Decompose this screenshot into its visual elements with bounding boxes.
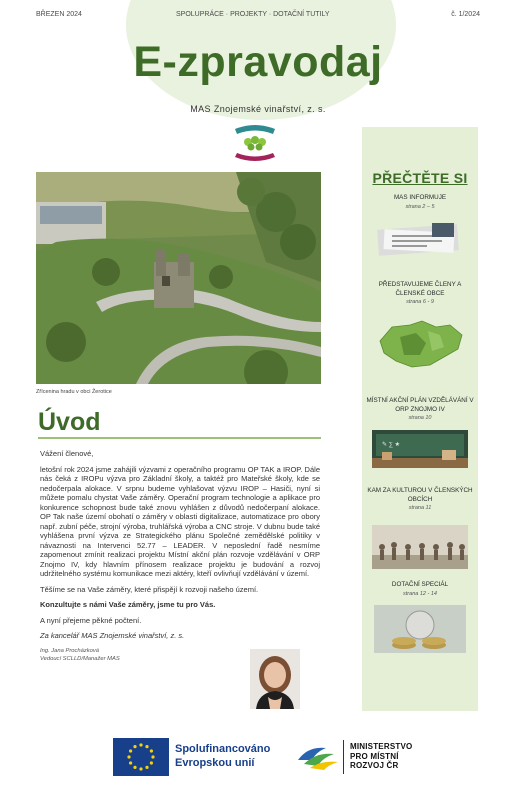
heading-underline — [38, 437, 321, 439]
article-consult: Konzultujte s námi Vaše záměry, jsme tu pro Vás. — [40, 600, 216, 609]
article-wish: A nyní přejeme pěkné počtení. — [40, 615, 142, 625]
signature-role: Vedoucí SCLLD/Manažer MAS — [40, 655, 120, 662]
mmr-text-line1: MINISTERSTVO — [350, 742, 413, 751]
coins-image — [374, 605, 466, 653]
topics-line: SPOLUPRÁCE · PROJEKTY · DOTAČNÍ TUTILY — [176, 11, 330, 18]
culture-event-image — [372, 525, 468, 569]
sidebar-item-map-vzdelavani[interactable] — [366, 397, 474, 421]
mas-logo — [231, 119, 279, 163]
sidebar-item-pages: strana 12 - 14 — [403, 590, 437, 597]
mmr-text-line3: ROZVOJ ČR — [350, 761, 399, 771]
eu-text-line2: Evropskou unií — [175, 757, 255, 769]
newsletter-title: E-zpravodaj — [133, 38, 383, 86]
classroom-image — [372, 430, 468, 468]
mmr-text — [350, 742, 412, 771]
mmr-logo-icon — [296, 742, 340, 772]
article-looking-forward: Těšíme se na Vaše záměry, které přispějí k rozvoji našeho území. — [40, 584, 259, 594]
sidebar-item-clenove[interactable] — [366, 281, 474, 305]
svg-text:✎ ∑ ★: ✎ ∑ ★ — [382, 442, 401, 448]
castle-ruin-photo — [36, 172, 321, 384]
sidebar-item-pages: strana 2 – 5 — [405, 203, 435, 210]
article-heading: Úvod — [38, 408, 101, 436]
mmr-divider — [343, 740, 344, 774]
sidebar-item-label: KAM ZA KULTUROU V ČLENSKÝCH OBCÍCH — [367, 487, 473, 503]
documents-image — [374, 219, 466, 259]
article-office: Za kancelář MAS Znojemské vinařství, z. s. — [40, 631, 185, 640]
eu-flag-icon — [113, 738, 169, 776]
article-greeting: Vážení členové, — [40, 449, 94, 458]
newsletter-subtitle: MAS Znojemské vinařství, z. s. — [190, 104, 326, 114]
author-portrait — [250, 649, 300, 709]
sidebar-item-dotacni-special[interactable] — [366, 581, 474, 597]
sidebar-read-more — [362, 127, 478, 711]
sidebar-item-label: MÍSTNÍ AKČNÍ PLÁN VZDĚLÁVÁNÍ V ORP ZNOJMO IV — [366, 397, 474, 413]
article-body — [40, 449, 320, 663]
article-paragraph: letošní rok 2024 jsme zahájili výzvami z operačního programu OP TAK a IROP. Dále nás čeká z IROPu výzva pro Základní školy, a taktéž pro Mateřské školy, kde se nedočerpala alokace. V srpnu budeme vyhlašovat výzvu IROP – Hasiči, nyní si můžete pomalu chystat Vaše záměry. Operační program technologie a aplikace pro konkurence schopnost bude také znovu vyhlášen z důvodů nedočerpaní alokace. OP Tak naše území obohatí o záměry v oblasti digitalizace, automatizace pro obory např. zubní péče, strojní výroba, truhlářská výroba a CNC stroje. V dubnu bude také vyhlášena první výzva ze Strategického plánu Společné zemědělské politiky v návaznosti na Intervenci 52.77 – LEADER. V neposlední řadě nesmíme zapomenout zmínit realizaci projektu Místní akční plán rozvoje vzdělávání v ORP Znojmo IV, kdy hlavním přínosem realizace projektu je budování a rozvoj udržitelného systému komunikace mezi aktéry, kteří ovlivňují vzdělávání v území. — [40, 464, 320, 578]
mmr-text-line2: PRO MÍSTNÍ — [350, 751, 399, 761]
region-map-image — [370, 317, 470, 371]
sidebar-item-label: MAS INFORMUJE — [393, 194, 447, 201]
sidebar-item-pages: strana 6 - 9 — [406, 299, 434, 305]
sidebar-item-label: PŘEDSTAVUJEME ČLENY A ČLENSKÉ OBCE — [378, 281, 462, 297]
sidebar-item-pages: strana 10 — [408, 415, 432, 421]
eu-cofinanced-text — [175, 742, 270, 770]
sidebar-item-label: DOTAČNÍ SPECIÁL — [391, 581, 449, 588]
header-topbar — [36, 11, 480, 23]
signature-name: Ing. Jana Procházková — [40, 647, 99, 654]
sidebar-title: PŘEČTĚTE SI — [372, 170, 468, 186]
sidebar-item-pages: strana 11 — [408, 505, 432, 511]
eu-text-line1: Spolufinancováno — [175, 743, 271, 755]
sidebar-item-mas-informuje[interactable] — [366, 194, 474, 210]
sidebar-item-kultura[interactable] — [366, 487, 474, 511]
photo-caption: Zřícenina hradu v obci Žerotice — [36, 389, 112, 395]
issue-date: BŘEZEN 2024 — [36, 11, 82, 18]
issue-number: č. 1/2024 — [451, 11, 480, 18]
